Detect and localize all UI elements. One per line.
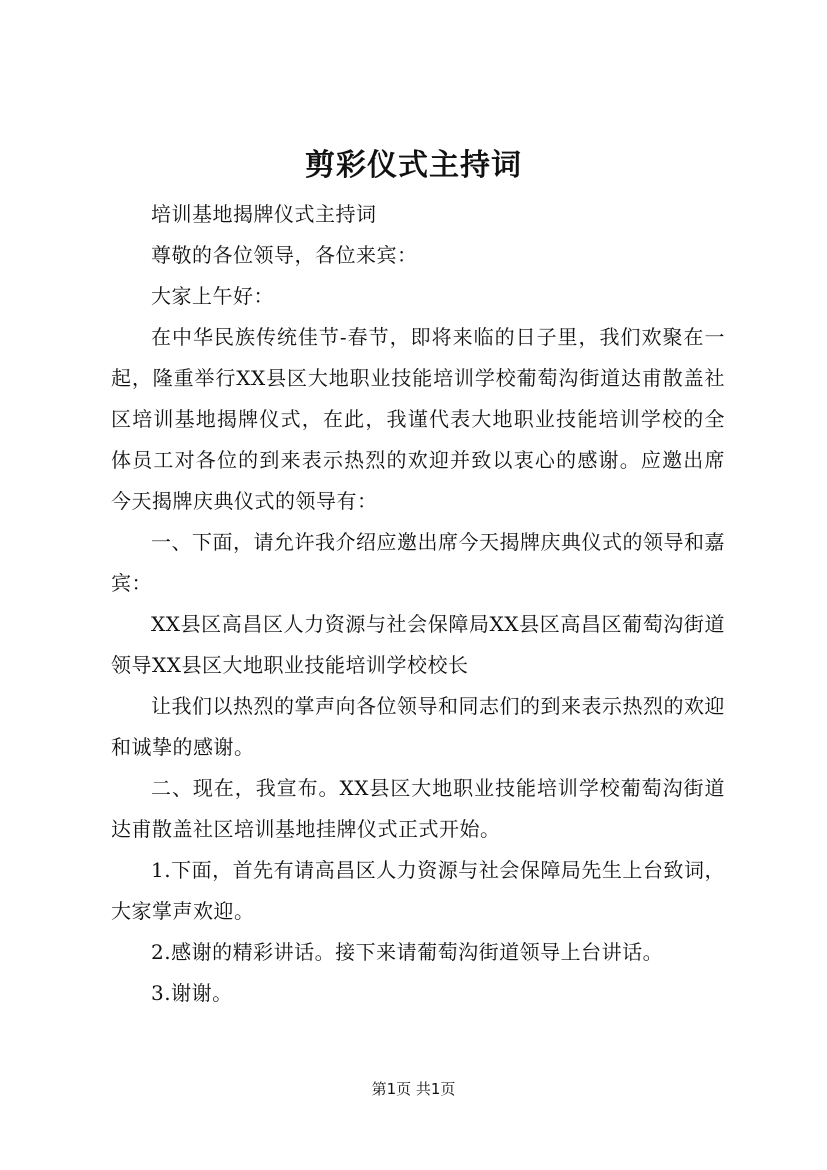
paragraph-step-3: 3.谢谢。: [151, 981, 233, 1005]
paragraph-step-1: 1.下面，首先有请高昌区人力资源与社会保障局先生上台致词，大家掌声欢迎。: [111, 858, 725, 923]
paragraph-greeting: 大家上午好：: [151, 284, 274, 308]
paragraph-step-2: 2.感谢的精彩讲话。接下来请葡萄沟街道领导上台讲话。: [151, 940, 664, 964]
paragraph-announcement: 二、现在，我宣布。XX县区大地职业技能培训学校葡萄沟街道达甫散盖社区培训基地挂牌仪式正式开始。: [111, 776, 725, 841]
paragraph-guests: XX县区高昌区人力资源与社会保障局XX县区高昌区葡萄沟街道领导XX县区大地职业技能培训学校校长: [111, 612, 725, 677]
paragraph-heading: 培训基地揭牌仪式主持词: [151, 202, 377, 226]
paragraph-introduction: 一、下面，请允许我介绍应邀出席今天揭牌庆典仪式的领导和嘉宾：: [111, 530, 725, 595]
document-body: [111, 194, 725, 1014]
paragraph-applause: 让我们以热烈的掌声向各位领导和同志们的到来表示热烈的欢迎和诚挚的感谢。: [111, 694, 725, 759]
document-title: 剪彩仪式主持词: [305, 148, 522, 183]
page-footer: 第1页 共1页: [371, 1080, 456, 1098]
paragraph-opening: 在中华民族传统佳节-春节，即将来临的日子里，我们欢聚在一起，隆重举行XX县区大地职业技能培训学校葡萄沟街道达甫散盖社区培训基地揭牌仪式，在此，我谨代表大地职业技能培训学校的全体员工对各位的到来表示热烈的欢迎并致以衷心的感谢。应邀出席今天揭牌庆典仪式的领导有：: [111, 325, 725, 513]
paragraph-salutation: 尊敬的各位领导，各位来宾：: [151, 243, 418, 267]
